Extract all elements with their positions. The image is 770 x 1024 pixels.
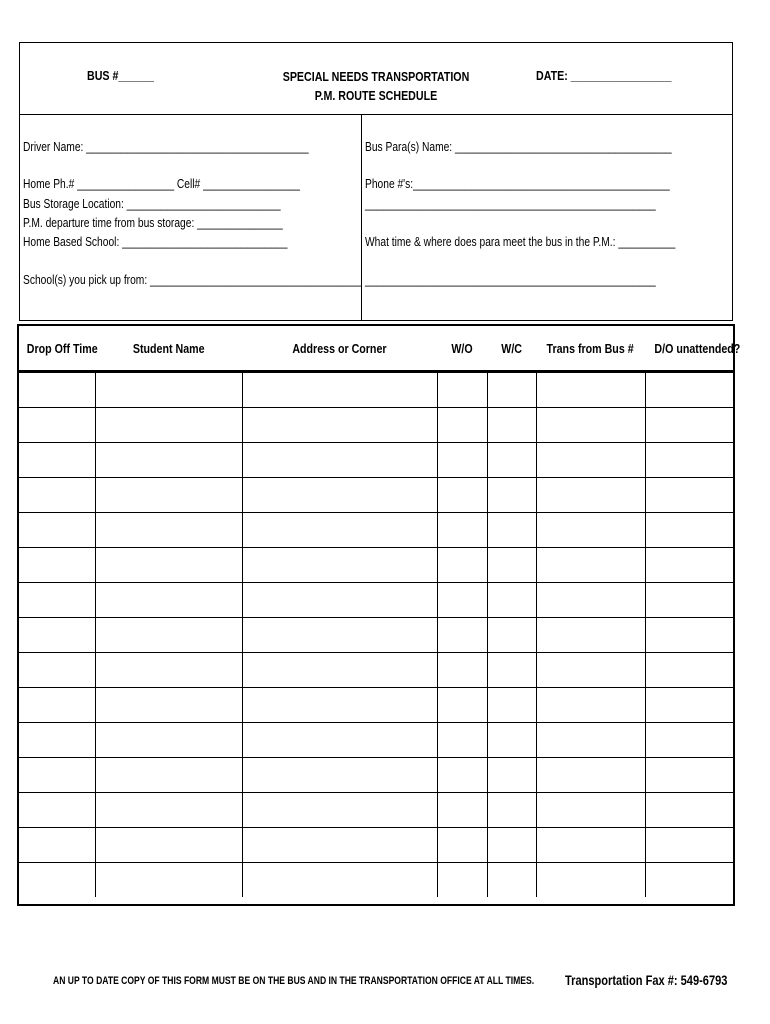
trans-from-bus-cell[interactable] <box>536 478 645 513</box>
trans-from-bus-cell[interactable] <box>536 548 645 583</box>
wo-cell[interactable] <box>437 793 487 828</box>
wc-cell[interactable] <box>487 688 536 723</box>
wc-cell[interactable] <box>487 828 536 863</box>
trans-from-bus-cell[interactable] <box>536 758 645 793</box>
wo-cell[interactable] <box>437 863 487 898</box>
para-name-field[interactable]: Bus Para(s) Name: ______________________________________ <box>365 140 672 154</box>
trans-from-bus-cell[interactable] <box>536 723 645 758</box>
do-unattended-cell[interactable] <box>645 443 733 478</box>
do-unattended-cell[interactable] <box>645 758 733 793</box>
driver-name-field[interactable]: Driver Name: _______________________________________ <box>23 140 309 154</box>
table-body <box>19 372 733 898</box>
schools-pickup-field[interactable]: School(s) you pick up from: _____________________________________ <box>23 273 361 287</box>
wo-cell[interactable] <box>437 548 487 583</box>
wo-cell[interactable] <box>437 443 487 478</box>
wo-cell[interactable] <box>437 478 487 513</box>
student-name-cell[interactable] <box>95 618 242 653</box>
trans-from-bus-cell[interactable] <box>536 372 645 408</box>
student-name-cell[interactable] <box>95 793 242 828</box>
wc-cell[interactable] <box>487 372 536 408</box>
do-unattended-cell[interactable] <box>645 618 733 653</box>
table-row <box>19 723 733 758</box>
wc-cell[interactable] <box>487 723 536 758</box>
column-header-address: Address or Corner <box>242 326 437 372</box>
trans-from-bus-cell[interactable] <box>536 793 645 828</box>
do-unattended-cell[interactable] <box>645 688 733 723</box>
student-name-cell[interactable] <box>95 688 242 723</box>
wo-cell[interactable] <box>437 653 487 688</box>
wc-cell[interactable] <box>487 793 536 828</box>
wc-cell[interactable] <box>487 478 536 513</box>
phone-numbers-field[interactable]: Phone #'s:_____________________________________________ <box>365 177 670 191</box>
drop-off-time-cell[interactable] <box>19 688 95 723</box>
wo-cell[interactable] <box>437 408 487 443</box>
wc-cell[interactable] <box>487 548 536 583</box>
do-unattended-cell[interactable] <box>645 583 733 618</box>
home-school-field[interactable]: Home Based School: _____________________________ <box>23 235 288 249</box>
trans-from-bus-cell[interactable] <box>536 583 645 618</box>
drop-off-time-cell[interactable] <box>19 828 95 863</box>
wc-cell[interactable] <box>487 443 536 478</box>
address-cell[interactable] <box>242 723 437 758</box>
wo-cell[interactable] <box>437 688 487 723</box>
phone-numbers-line-2[interactable]: ___________________________________________________ <box>365 197 656 211</box>
wc-cell[interactable] <box>487 653 536 688</box>
do-unattended-cell[interactable] <box>645 478 733 513</box>
column-header-drop-off-time: Drop Off Time <box>19 326 95 372</box>
student-name-cell[interactable] <box>95 513 242 548</box>
address-cell[interactable] <box>242 513 437 548</box>
wc-cell[interactable] <box>487 758 536 793</box>
do-unattended-cell[interactable] <box>645 863 733 898</box>
table-row <box>19 513 733 548</box>
form-title-line-2: P.M. ROUTE SCHEDULE <box>314 88 438 103</box>
wo-cell[interactable] <box>437 583 487 618</box>
trans-from-bus-cell[interactable] <box>536 408 645 443</box>
wo-cell[interactable] <box>437 828 487 863</box>
route-schedule-table <box>17 324 741 906</box>
trans-from-bus-cell[interactable] <box>536 618 645 653</box>
drop-off-time-cell[interactable] <box>19 548 95 583</box>
table-row <box>19 618 733 653</box>
wc-cell[interactable] <box>487 513 536 548</box>
drop-off-time-cell[interactable] <box>19 408 95 443</box>
do-unattended-cell[interactable] <box>645 408 733 443</box>
wc-cell[interactable] <box>487 618 536 653</box>
table-row <box>19 372 733 408</box>
trans-from-bus-cell[interactable] <box>536 513 645 548</box>
address-cell[interactable] <box>242 548 437 583</box>
trans-from-bus-cell[interactable] <box>536 688 645 723</box>
para-meet-field[interactable]: What time & where does para meet the bus in the P.M.: __________ <box>365 235 676 249</box>
wc-cell[interactable] <box>487 583 536 618</box>
address-cell[interactable] <box>242 583 437 618</box>
column-header-do-unattended: D/O unattended? <box>645 326 733 372</box>
footer-note: AN UP TO DATE COPY OF THIS FORM MUST BE ON THE BUS AND IN THE TRANSPORTATION OFFICE AT ALL TIMES. <box>53 975 535 987</box>
table-row <box>19 688 733 723</box>
do-unattended-cell[interactable] <box>645 828 733 863</box>
trans-from-bus-cell[interactable] <box>536 863 645 898</box>
do-unattended-cell[interactable] <box>645 372 733 408</box>
student-name-cell[interactable] <box>95 583 242 618</box>
wc-cell[interactable] <box>487 408 536 443</box>
student-name-cell[interactable] <box>95 372 242 408</box>
do-unattended-cell[interactable] <box>645 793 733 828</box>
wo-cell[interactable] <box>437 758 487 793</box>
column-header-student-name: Student Name <box>95 326 242 372</box>
student-name-cell[interactable] <box>95 863 242 898</box>
drop-off-time-cell[interactable] <box>19 513 95 548</box>
form-header <box>19 42 733 115</box>
trans-from-bus-cell[interactable] <box>536 653 645 688</box>
table-row <box>19 583 733 618</box>
drop-off-time-cell[interactable] <box>19 372 95 408</box>
trans-from-bus-cell[interactable] <box>536 828 645 863</box>
column-header-wc: W/C <box>487 326 536 372</box>
table-row <box>19 793 733 828</box>
drop-off-time-cell[interactable] <box>19 758 95 793</box>
address-cell[interactable] <box>242 653 437 688</box>
drop-off-time-cell[interactable] <box>19 863 95 898</box>
departure-time-field[interactable]: P.M. departure time from bus storage: _______________ <box>23 216 283 230</box>
student-name-cell[interactable] <box>95 828 242 863</box>
address-cell[interactable] <box>242 408 437 443</box>
drop-off-time-cell[interactable] <box>19 723 95 758</box>
do-unattended-cell[interactable] <box>645 513 733 548</box>
address-cell[interactable] <box>242 372 437 408</box>
bus-number-field[interactable]: BUS #______ <box>87 68 154 83</box>
table-header-row <box>19 326 733 372</box>
student-name-cell[interactable] <box>95 443 242 478</box>
table-row <box>19 408 733 443</box>
student-name-cell[interactable] <box>95 548 242 583</box>
drop-off-time-cell[interactable] <box>19 653 95 688</box>
student-name-cell[interactable] <box>95 408 242 443</box>
table-row <box>19 443 733 478</box>
right-blank-line[interactable]: ___________________________________________________ <box>365 273 656 287</box>
transportation-fax: Transportation Fax #: 549-6793 <box>565 973 728 988</box>
table-row <box>19 478 733 513</box>
student-name-cell[interactable] <box>95 723 242 758</box>
table-row <box>19 863 733 898</box>
date-field[interactable]: DATE: _________________ <box>536 68 672 83</box>
form-title-line-1: SPECIAL NEEDS TRANSPORTATION <box>282 69 470 84</box>
column-header-trans-from-bus: Trans from Bus # <box>536 326 645 372</box>
column-header-wo: W/O <box>437 326 487 372</box>
address-cell[interactable] <box>242 688 437 723</box>
address-cell[interactable] <box>242 863 437 898</box>
do-unattended-cell[interactable] <box>645 548 733 583</box>
address-cell[interactable] <box>242 758 437 793</box>
address-cell[interactable] <box>242 793 437 828</box>
bus-storage-location-field[interactable]: Bus Storage Location: ___________________________ <box>23 197 281 211</box>
table-row <box>19 548 733 583</box>
driver-info-section <box>19 115 733 321</box>
student-name-cell[interactable] <box>95 478 242 513</box>
wo-cell[interactable] <box>437 723 487 758</box>
home-phone-field[interactable]: Home Ph.# _________________ Cell# _________________ <box>23 177 301 191</box>
do-unattended-cell[interactable] <box>645 653 733 688</box>
do-unattended-cell[interactable] <box>645 723 733 758</box>
address-cell[interactable] <box>242 443 437 478</box>
drop-off-time-cell[interactable] <box>19 478 95 513</box>
table-row <box>19 828 733 863</box>
student-name-cell[interactable] <box>95 758 242 793</box>
address-cell[interactable] <box>242 478 437 513</box>
wo-cell[interactable] <box>437 372 487 408</box>
address-cell[interactable] <box>242 828 437 863</box>
trans-from-bus-cell[interactable] <box>536 443 645 478</box>
wc-cell[interactable] <box>487 863 536 898</box>
wo-cell[interactable] <box>437 513 487 548</box>
info-divider <box>361 115 362 320</box>
student-name-cell[interactable] <box>95 653 242 688</box>
wo-cell[interactable] <box>437 618 487 653</box>
table-row <box>19 758 733 793</box>
drop-off-time-cell[interactable] <box>19 793 95 828</box>
table-row <box>19 653 733 688</box>
drop-off-time-cell[interactable] <box>19 583 95 618</box>
address-cell[interactable] <box>242 618 437 653</box>
drop-off-time-cell[interactable] <box>19 443 95 478</box>
drop-off-time-cell[interactable] <box>19 618 95 653</box>
